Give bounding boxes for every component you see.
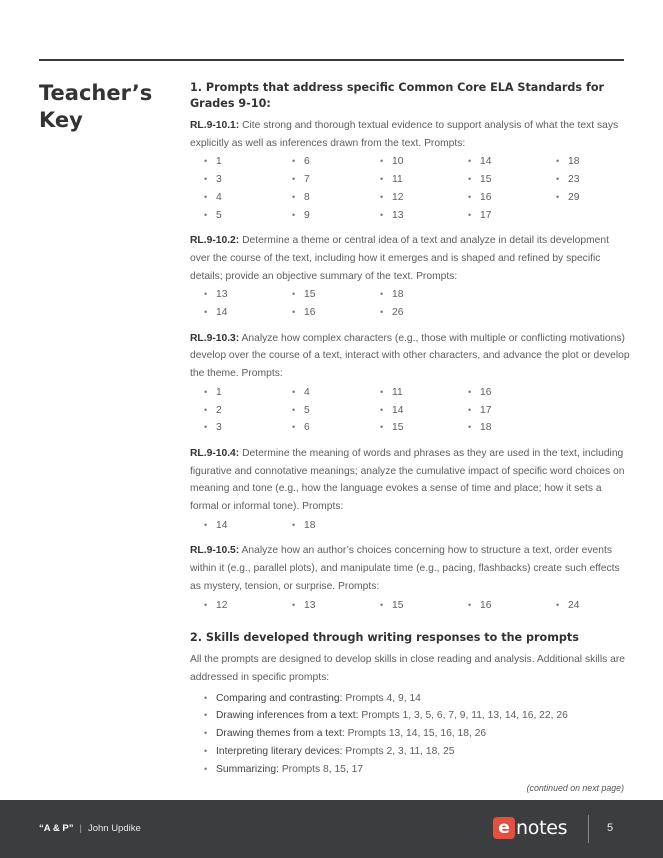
standard-code: RL.9-10.3: [190,332,240,344]
prompt-number: • 16 [468,597,556,615]
skill-item [204,690,630,708]
prompt-list [204,384,630,437]
skill-item [204,743,630,761]
skill-name: Drawing themes from a text: [216,728,345,740]
prompt-number: • 18 [292,517,380,535]
prompt-number: • 4 [204,189,292,207]
prompt-number: • 10 [380,153,468,171]
prompt-number: • 14 [204,304,292,322]
prompt-number: • 29 [556,189,644,207]
page-number: 5 [607,822,614,834]
section2-heading: 2. Skills developed through writing responses to the prompts [190,631,579,645]
standard-code: RL.9-10.5: [190,545,240,557]
skill-item [204,725,630,743]
prompt-number: • 16 [292,304,380,322]
skill-prompts: Prompts 4, 9, 14 [342,692,421,704]
prompt-list [204,153,630,224]
prompt-number: • 11 [380,384,468,402]
prompt-number: • 18 [468,419,556,437]
continued-note: (continued on next page) [526,783,624,793]
prompt-number: • 24 [556,597,644,615]
prompt-number: • 5 [204,207,292,225]
prompt-number: • 16 [468,189,556,207]
skill-prompts: Prompts 2, 3, 11, 18, 25 [342,745,455,757]
prompt-number: • 15 [380,597,468,615]
standard-text: Analyze how complex characters (e.g., those with multiple or conflicting motivations) develop over the course of a text, interact with other characters, and advance the plot or develop the theme. Prompts: [190,332,630,380]
prompt-number: • 7 [292,171,380,189]
logo-text: notes [516,817,568,839]
prompt-number: • 13 [204,286,292,304]
footer-divider [588,815,589,843]
prompt-number: • 17 [468,207,556,225]
work-title: “A & P” [39,823,74,834]
prompt-number: • 13 [380,207,468,225]
prompt-number: • 5 [292,402,380,420]
prompt-number: • 18 [380,286,468,304]
standard-text: Analyze how an author’s choices concerning how to structure a text, order events within it (e.g., parallel plots), and manipulate time (e.g., pacing, flashbacks) create such effects as mystery, tension, or surprise. Prompts: [190,545,620,592]
logo-e-icon: e [493,817,515,839]
page-title [39,80,169,134]
prompt-number: • 3 [204,171,292,189]
prompt-number: • 4 [292,384,380,402]
prompt-list [204,597,630,615]
skill-prompts: Prompts 8, 15, 17 [278,763,364,775]
prompt-number: • 12 [204,597,292,615]
standards-list [190,117,630,614]
top-rule [39,59,624,61]
standard-code: RL.9-10.4: [190,447,240,459]
skill-prompts: Prompts 13, 14, 15, 16, 18, 26 [344,728,487,740]
skill-name: Interpreting literary devices: [216,745,343,757]
prompt-number: • 3 [204,419,292,437]
footer-separator: | [79,823,82,834]
prompt-number: • 15 [380,419,468,437]
prompt-number: • 16 [468,384,556,402]
page-title-line1: Teacher’s [39,81,153,105]
skill-name: Comparing and contrasting: [216,692,343,704]
standard-text: Determine a theme or central idea of a text and analyze in detail its development over the course of the text, including how it emerges and is shaped and refined by specific details; provide an objective summary of the text. Prompts: [190,235,609,282]
prompt-list [204,517,630,535]
prompt-number: • 13 [292,597,380,615]
footer-citation [39,823,141,834]
standard-4 [190,445,630,516]
prompt-number: • 2 [204,402,292,420]
prompt-number: • 1 [204,384,292,402]
prompt-number: • 14 [468,153,556,171]
prompt-number: • 15 [292,286,380,304]
standard-2 [190,232,630,285]
section1-heading: 1. Prompts that address specific Common Core ELA Standards for Grades 9-10: [190,81,605,110]
prompt-number: • 18 [556,153,644,171]
page-title-line2: Key [39,108,83,132]
prompt-number: • 26 [380,304,468,322]
prompt-number: • 14 [380,402,468,420]
skill-prompts: Prompts 1, 3, 5, 6, 7, 9, 11, 13, 14, 16, 22, 26 [358,710,568,722]
footer [0,800,663,858]
skill-item [204,761,630,779]
prompt-number: • 15 [468,171,556,189]
standard-code: RL.9-10.1: [190,120,240,131]
prompt-number: • 1 [204,153,292,171]
skill-item [204,707,630,725]
section2-intro: All the prompts are designed to develop skills in close reading and analysis. Additional skills are addressed in specific prompts: [190,654,625,683]
prompt-number: • 6 [292,153,380,171]
author-name: John Updike [87,823,141,834]
standard-3 [190,330,630,383]
prompt-number: • 9 [292,207,380,225]
skill-name: Summarizing: [216,763,279,775]
standard-1 [190,117,630,152]
skills-list [204,690,630,779]
enotes-logo[interactable] [493,817,567,839]
prompt-number: • 11 [380,171,468,189]
standard-text: Determine the meaning of words and phrases as they are used in the text, including figurative and connotative meanings; analyze the cumulative impact of specific word choices on meaning and tone (e.g., how the language evokes a sense of time and place; how it sets a formal or informal tone). Prompts: [190,447,625,513]
standard-5 [190,542,630,595]
skill-name: Drawing inferences from a text: [216,710,359,722]
prompt-number: • 14 [204,517,292,535]
main-content [190,80,630,778]
prompt-number: • 12 [380,189,468,207]
standard-code: RL.9-10.2: [190,235,240,247]
prompt-list [204,286,630,321]
standard-text: Cite strong and thorough textual evidence to support analysis of what the text says explicitly as well as inferences drawn from the text. Prompts: [190,120,619,149]
prompt-number: • 17 [468,402,556,420]
prompt-number: • 23 [556,171,644,189]
prompt-number: • 8 [292,189,380,207]
prompt-number: • 6 [292,419,380,437]
